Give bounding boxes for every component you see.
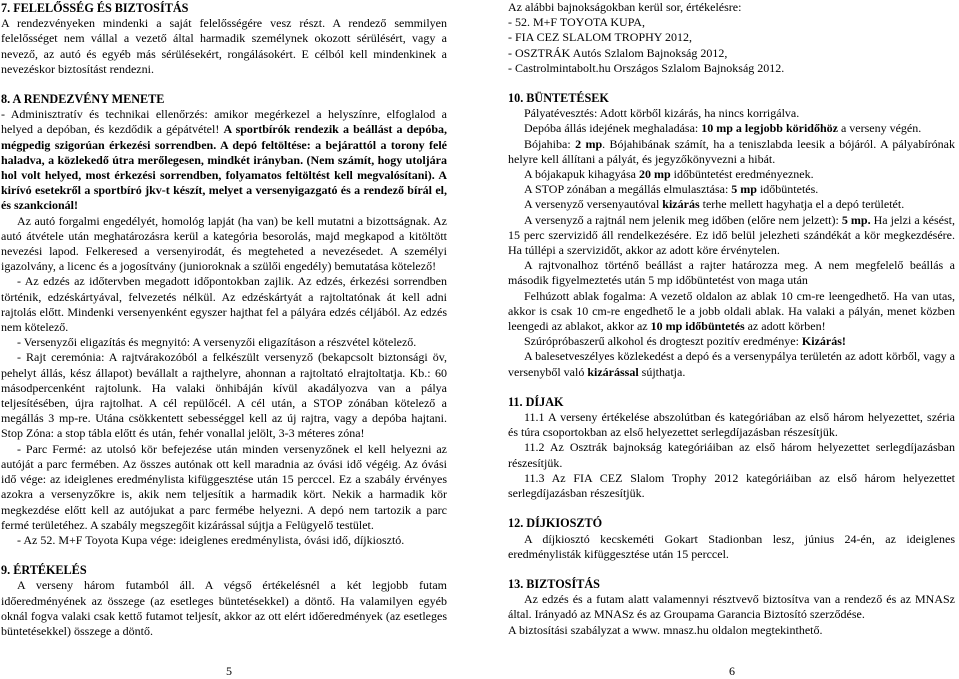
penalty-window [508, 289, 955, 335]
left-column [1, 0, 447, 639]
section-9-text: A verseny három futamból áll. A végső értékelésnél a két legjobb futam időeredményének az összege (az esetleges büntetésekkel) a döntő. Ha valamilyen egyéb oknál fogva valaki csak kettő futamot teljesít, akkor az ott elért időeredmények (az esetleges büntetésekkel) összege a döntő. [1, 578, 447, 638]
penalty-text: A balesetveszélyes közlekedést a depó és a versenypálya területén az adott körből, vagy a versenyből való [508, 349, 955, 379]
penalty-text: az adott körben! [747, 319, 826, 334]
penalty-leave-depot [508, 197, 955, 212]
penalty-value: 2 mp [575, 136, 603, 151]
section-7-heading: 7. FELELŐSSÉG ÉS BIZTOSÍTÁS [1, 1, 189, 15]
penalty-value: kizárással [587, 364, 639, 379]
section-8-paragraph-4: - Versenyzői eligazítás és megnyitó: A versenyzői eligazításon a részvétel kötelező. [17, 335, 417, 350]
section-7-text: A rendezvényeken mindenki a saját felelősségére vesz részt. A rendező semmilyen felelősséget nem vállal a vezető által harmadik személynek okozott sérülésért, vagy a nevező, az autó és egyéb más sérülésekért, rongálásokért. E célból kell mindenkinek a nevezéskor biztosítást rendezni. [1, 16, 447, 76]
insurance-text: Az edzés és a futam alatt valamennyi résztvevő biztosítva van a rendező és az MNASz által. Irányadó az MNASz és az Groupama Garancia Biztosító szerződése. [508, 592, 955, 622]
penalty-cone [508, 137, 955, 167]
championships-intro: Az alábbi bajnokságokban kerül sor, értékelésre: [508, 0, 742, 14]
penalty-value: 5 mp [731, 182, 757, 197]
penalty-value: Kizárás! [801, 334, 846, 349]
section-13-heading: 13. BIZTOSÍTÁS [508, 576, 600, 591]
page-number-left: 5 [226, 664, 232, 678]
championship-item: - Castrolmintabolt.hu Országos Szlalom Bajnokság 2012. [508, 60, 785, 75]
penalty-text: A bójakapuk kihagyása [524, 167, 636, 182]
penalty-text: időbüntetés. [759, 182, 819, 197]
penalty-value: 10 mp a legjobb köridőhöz [701, 121, 838, 136]
penalty-value: 20 mp [638, 167, 671, 182]
section-8-paragraph-6: - Parc Fermé: az utolsó kör befejezése után minden versenyzőnek el kell helyezni az autóját a parc fermében. Az összes autónak ott kell maradnia az óvási idő végéig. Az óvási idő vége: az ideiglenes eredménylista kifüggesztése után 15 perccel. Ez a szabály érvényes azokra a versenyzőkre is, akik nem teljesítik a harmadik kört. Nekik a harmadik kör megkezdése előtt kell az autójukat a parc fermébe helyezni. A depó nem tartozik a parc fermé területéhez. A szabály megszegőit kizárással sújtja a Felügyelő testület. [1, 441, 447, 532]
penalty-wrong-course: Pályatévesztés: Adott körből kizárás, ha nincs korrigálva. [524, 106, 800, 121]
section-8-paragraph-7: - Az 52. M+F Toyota Kupa vége: ideiglenes eredménylista, óvási idő, díjkiosztó. [17, 532, 405, 547]
section-9-heading: 9. ÉRTÉKELÉS [1, 563, 87, 578]
spacer [1, 548, 447, 562]
penalty-value: kizárás [662, 197, 700, 212]
penalty-value: 10 mp időbüntetés [650, 319, 745, 334]
spacer [508, 501, 955, 515]
section-8-heading: 8. A RENDEZVÉNY MENETE [1, 92, 165, 107]
penalty-text: A versenyző versenyautóval [524, 197, 660, 212]
penalty-text: Szúrópróbaszerű alkohol és drogteszt pozitív eredménye: [524, 334, 799, 349]
penalty-start-line: A rajtvonalhoz történő beállást a rajter határozza meg. A nem megfelelő beállás a második figyelmeztetés után 5 mp időbüntetést von maga után [508, 258, 955, 288]
penalty-dangerous-driving [508, 349, 955, 379]
spacer [508, 562, 955, 576]
depot-rules-text: A sportbírók rendezik a beállást a depóba, mégpedig szigorúan érkezési sorrendben. A depó feltöltése: a bejárattól a torony felé haladva, a közlekedő útra merőlegesen, mindkét irányban. (Nem számít, hogy utoljára hol volt helyed, most érkezési sorrendben, folyamatos feltöltést kell megvalósítani). A kirívó esetekről a sportbíró jkv-t készít, melyet a versenyigazgató és a rendező bírál el, és szankcionál! [1, 122, 447, 213]
penalty-drug-test [508, 334, 955, 349]
page-number-right: 6 [729, 664, 735, 678]
penalty-late-start [508, 213, 955, 259]
penalty-text: . Bójahibának számít, ha a teniszlabda leesik a bójáról. A pályabírónak helyre kell állítani a pályát, és jegyzőkönyvezni a hibát. [508, 136, 956, 166]
penalty-gate-miss [508, 167, 955, 182]
prizes-11-2: 11.2 Az Osztrák bajnokság kategóriáiban az első három helyezettet serlegdíjazásban részesítjük. [508, 440, 955, 470]
penalty-text: időbüntetést eredményeznek. [673, 167, 814, 182]
spacer [1, 77, 447, 91]
penalty-text: Felhúzott ablak fogalma: A vezető oldalon az ablak 10 cm-re leengedhető. Ha van utas, akkor is csak 10 cm-re engedhető le a jobb oldali ablak. Ha valaki a pályán, menet közben leengedi az ablakot, akkor az [508, 288, 955, 334]
prizes-11-3: 11.3 Az FIA CEZ Slalom Trophy 2012 kategóriáiban az első három helyezettet serlegdíjazásban részesítjük. [508, 470, 955, 501]
section-12-heading: 12. DÍJKIOSZTÓ [508, 516, 603, 531]
section-8-paragraph-2: Az autó forgalmi engedélyét, homológ lapját (ha van) be kell mutatni a bizottságnak. Az autó átvétele után meghatározásra kerül a kategória besorolás, majd megkapod a kitöltött nevezési lapod. Felkeresed a versenyirodát, és megteheted a nevezésedet. A személyi igazolvány, a licenc és a jogosítvány (junioroknak a szülői engedély) bemutatása kötelező! [1, 213, 447, 274]
penalty-stop-zone [508, 182, 955, 197]
penalty-value: 5 mp. [841, 212, 871, 227]
penalty-text: Depóba állás idejének meghaladása: [524, 121, 699, 136]
ceremony-text: A díjkiosztó kecskeméti Gokart Stadionban lesz, június 24-én, az ideiglenes eredménylisták kifüggesztése után 15 perccel. [508, 531, 955, 561]
spacer [508, 380, 955, 394]
prizes-11-1: 11.1 A verseny értékelése abszolútban és kategóriában az első három helyezettet, széria és túra csoportokban az első helyezettet serlegdíjazásban részesítjük. [508, 410, 955, 440]
penalty-text: terhe mellett hagyhatja el a depó területét. [702, 197, 905, 212]
spacer [508, 76, 955, 90]
penalty-text: Bójahiba: [524, 136, 571, 151]
penalty-text: a verseny végén. [840, 121, 922, 136]
section-8-paragraph-5: - Rajt ceremónia: A rajtvárakozóból a felkészült versenyző (bekapcsolt biztonsági öv, pehelyt állás, kész állapot) bevállalt a rajthelyre, ahonnan a rajtoltató elrajtoltatja. Kb.: 60 másodpercenként rajtolunk. Ha valaki önhibáján kívül akadályozva van a pálya teljesítésében, újra rajtolhat. A cél repülőcél. A cél után, a STOP zónában kötelező a megállás 3 mp-re. Utána csökkentett sebességgel kell az új rajtra, vagy a depóba hajtani. Stop Zóna: a stop tábla előtt és után, fehér vonallal jelölt, 3-3 méteres zóna! [1, 350, 447, 441]
admin-check-text: - Adminisztratív és technikai ellenőrzés: amikor megérkezel a helyszínre, elfoglalod a helyed a depóban, és kezdődik a gépátvétel! [1, 107, 447, 137]
penalty-text: A STOP zónában a megállás elmulasztása: [524, 182, 729, 197]
section-8-paragraph-3: - Az edzés az időtervben megadott időpontokban zajlik. Az edzés, érkezési sorrendben történik, edzéskártyával, felvezetés nélkül. Az edzéskártyát a rajtoltatónak át kell adni rajtolás előtt. Mindenki versenyenként egyszer hajthat fel a pályára edzés céljából. Az edzés nem kötelező. [1, 274, 447, 335]
penalty-text: A versenyző a rajtnál nem jelenik meg időben (előre nem jelzett): [524, 212, 839, 227]
section-11-heading: 11. DÍJAK [508, 394, 564, 409]
right-column [508, 0, 955, 638]
penalty-text: sújthatja. [641, 364, 686, 379]
championship-item: - FIA CEZ SLALOM TROPHY 2012, [508, 30, 693, 45]
championship-item: - OSZTRÁK Autós Szlalom Bajnokság 2012, [508, 45, 728, 60]
penalty-text: Ha jelzi a késést, 15 perc szervizidő áll rendelkezésére. Ez idő belül jelezheti szándékát a kör megkezdésére. Ha túllépi a szervizidőt, akkor az adott köre érvénytelen. [508, 212, 955, 258]
section-8-paragraph-1 [1, 107, 447, 213]
section-10-heading: 10. BÜNTETÉSEK [508, 91, 609, 106]
insurance-rules-link-text: A biztosítási szabályzat a www. mnasz.hu oldalon megtekinthető. [508, 622, 823, 637]
championship-item: - 52. M+F TOYOTA KUPA, [508, 15, 645, 30]
penalty-depot-time [508, 121, 955, 136]
